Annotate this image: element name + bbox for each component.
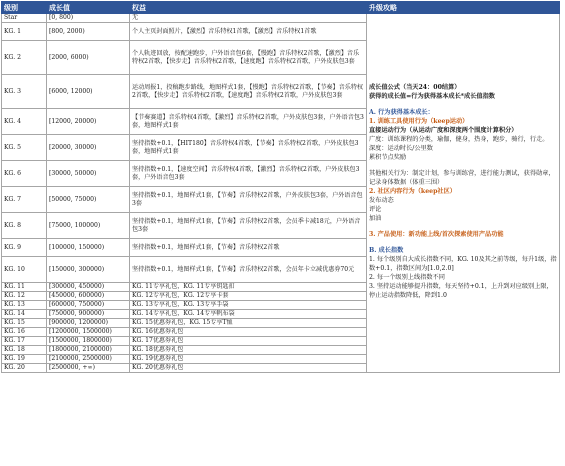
cell-range: [1500000, 1800000): [47, 337, 130, 346]
a1-breadth: 广度：训练课程的分类，瑜伽，健身，热身，跑步，骑行，行走。: [369, 136, 549, 143]
header-benefits: 权益: [130, 2, 367, 14]
a2-post: 发布动态: [369, 197, 394, 204]
cell-level: KG. 20: [2, 364, 47, 373]
formula-title: 成长值公式（当天24：00结算）: [369, 84, 461, 91]
cell-benefit: KG. 14专享礼包，KG. 14专享帆布袋: [130, 310, 367, 319]
upgrade-strategy-panel: [367, 14, 560, 373]
cell-level: KG. 10: [2, 257, 47, 283]
a1-title: 1. 训练工具使用行为（keep运动）: [369, 118, 469, 125]
cell-range: [75000, 100000): [47, 213, 130, 239]
header-upgrade-strategy: 升级攻略: [367, 2, 560, 14]
b1: 1. 每个级别自大成长指数不同，KG. 10及其之前等级，每升1级，指数+0.1，指数区间为[1.0,2.0]: [369, 256, 557, 272]
cell-benefit: KG. 19优惠券礼包: [130, 355, 367, 364]
level-table: [1, 1, 560, 373]
a1-accum: 累积节点奖励: [369, 154, 407, 161]
cell-range: [2500000, +∞): [47, 364, 130, 373]
a2-comment: 评论: [369, 206, 382, 213]
cell-range: [1800000, 2100000): [47, 346, 130, 355]
b3: 3. 坚持运动能够提升指数，每天坚持+0.1，上升到对应级别上限，停止运动指数降低，降到1.0: [369, 283, 553, 299]
cell-benefit: 运动周报1，投稿跑步路线，地图样式1套，【慢跑】音乐特权2首歌，【节奏】音乐特权2首歌，【快步走】音乐特权2首歌，【速度跑】音乐特权2首歌，户外皮肤包3套: [130, 75, 367, 109]
cell-level: KG. 15: [2, 319, 47, 328]
b2: 2. 每一个级别上线指数不同: [369, 274, 445, 281]
cell-benefit: 【节奏赛道】音乐特权4首歌，【激烈】音乐特权2首歌，户外皮肤包3套，户外语音包3套，地图样式1套: [130, 109, 367, 135]
cell-benefit: 个人轨迹回放，按配速跑步，户外语音包6套，【慢跑】音乐特权2首歌，【激烈】音乐特权2首歌，【快步走】音乐特权2首歌，【速度跑】音乐特权2首歌，户外皮肤包3套: [130, 41, 367, 75]
cell-range: [0, 800): [47, 14, 130, 23]
cell-benefit: 坚持指数+0.1，地图样式1套，【节奏】音乐特权2首歌，会员年卡立减优惠券70元: [130, 257, 367, 283]
cell-range: [20000, 30000): [47, 135, 130, 161]
cell-benefit: KG. 16优惠券礼包: [130, 328, 367, 337]
section-b-title: B. 成长指数: [369, 247, 404, 254]
cell-level: KG. 5: [2, 135, 47, 161]
cell-range: [6000, 12000): [47, 75, 130, 109]
section-a-title: A. 行为获得基本成长：: [369, 109, 434, 116]
cell-benefit: KG. 17优惠券礼包: [130, 337, 367, 346]
cell-benefit: 个人主页封面照片，【激烈】音乐特权1首歌，【激烈】音乐特权1首歌: [130, 23, 367, 41]
cell-range: [450000, 600000): [47, 292, 130, 301]
cell-range: [150000, 300000): [47, 257, 130, 283]
cell-level: KG. 17: [2, 337, 47, 346]
cell-benefit: 坚持指数+0.1，地图样式1套，【节奏】音乐特权2首歌: [130, 239, 367, 257]
a2-title: 2. 社区内容行为（keep社区）: [369, 188, 456, 195]
header-growth-value: 成长值: [47, 2, 130, 14]
cell-level: KG. 1: [2, 23, 47, 41]
cell-benefit: 坚持指数+0.1，【HIT180】音乐特权4首歌，【节奏】音乐特权2首歌，户外皮肤包3套，地图样式1套: [130, 135, 367, 161]
formula: 获得的成长值=行为获得基本成长*成长值指数: [369, 93, 495, 100]
a2-cheer: 加油: [369, 215, 382, 222]
cell-range: [750000, 900000): [47, 310, 130, 319]
cell-level: KG. 9: [2, 239, 47, 257]
cell-benefit: KG. 12专享礼包，KG. 12专享卡套: [130, 292, 367, 301]
cell-benefit: KG. 11专享礼包，KG. 11专享钥匙扣: [130, 283, 367, 292]
cell-range: [800, 2000): [47, 23, 130, 41]
cell-level: KG. 19: [2, 355, 47, 364]
cell-level: KG. 12: [2, 292, 47, 301]
table-row: [2, 14, 560, 23]
cell-benefit: 坚持指数+0.1，地图样式1套，【节奏】音乐特权2首歌，户外皮肤包3套，户外语音包3套: [130, 187, 367, 213]
cell-range: [900000, 1200000): [47, 319, 130, 328]
header-level: 级别: [2, 2, 47, 14]
cell-benefit: KG. 18优惠券礼包: [130, 346, 367, 355]
cell-benefit: KG. 13专享礼包，KG. 13专享手袋: [130, 301, 367, 310]
cell-benefit: KG. 20优惠券礼包: [130, 364, 367, 373]
cell-range: [12000, 20000): [47, 109, 130, 135]
cell-level: KG. 14: [2, 310, 47, 319]
a1-direct: 直接运动行为（从运动广度和深度两个围度计算积分）: [369, 127, 518, 134]
table-header-row: [2, 2, 560, 14]
cell-level: KG. 13: [2, 301, 47, 310]
cell-range: [30000, 50000): [47, 161, 130, 187]
cell-level: KG. 6: [2, 161, 47, 187]
cell-benefit: KG. 15优惠券礼包，KG. 15专享T恤: [130, 319, 367, 328]
cell-level: KG. 16: [2, 328, 47, 337]
cell-range: [2000, 6000): [47, 41, 130, 75]
cell-range: [300000, 450000): [47, 283, 130, 292]
cell-benefit: 坚持指数+0.1，地图样式1套，【节奏】音乐特权2首歌，会员季卡减18元，户外语音包3套: [130, 213, 367, 239]
cell-range: [50000, 75000): [47, 187, 130, 213]
cell-range: [1200000, 1500000): [47, 328, 130, 337]
cell-level: KG. 8: [2, 213, 47, 239]
cell-range: [2100000, 2500000): [47, 355, 130, 364]
a1-other: 其他相关行为：制定计划，参与训练营，进行能力测试，获得勋章，记录身体数据（体重三围）: [369, 170, 555, 186]
cell-level: KG. 2: [2, 41, 47, 75]
cell-level: KG. 7: [2, 187, 47, 213]
a3-title: 3. 产品使用：新功能上线/首次探索使用产品功能: [369, 231, 504, 238]
cell-benefit: 坚持指数+0.1，【速度空间】音乐特权4首歌，【激烈】音乐特权2首歌，户外皮肤包3套，户外语音包3套: [130, 161, 367, 187]
cell-level: KG. 3: [2, 75, 47, 109]
cell-benefit: 无: [130, 14, 367, 23]
cell-level: KG. 11: [2, 283, 47, 292]
a1-depth: 深度：运动时长/公里数: [369, 145, 433, 152]
cell-level: KG. 18: [2, 346, 47, 355]
cell-level: KG. 4: [2, 109, 47, 135]
cell-level: Star: [2, 14, 47, 23]
cell-range: [600000, 750000): [47, 301, 130, 310]
cell-range: [100000, 150000): [47, 239, 130, 257]
